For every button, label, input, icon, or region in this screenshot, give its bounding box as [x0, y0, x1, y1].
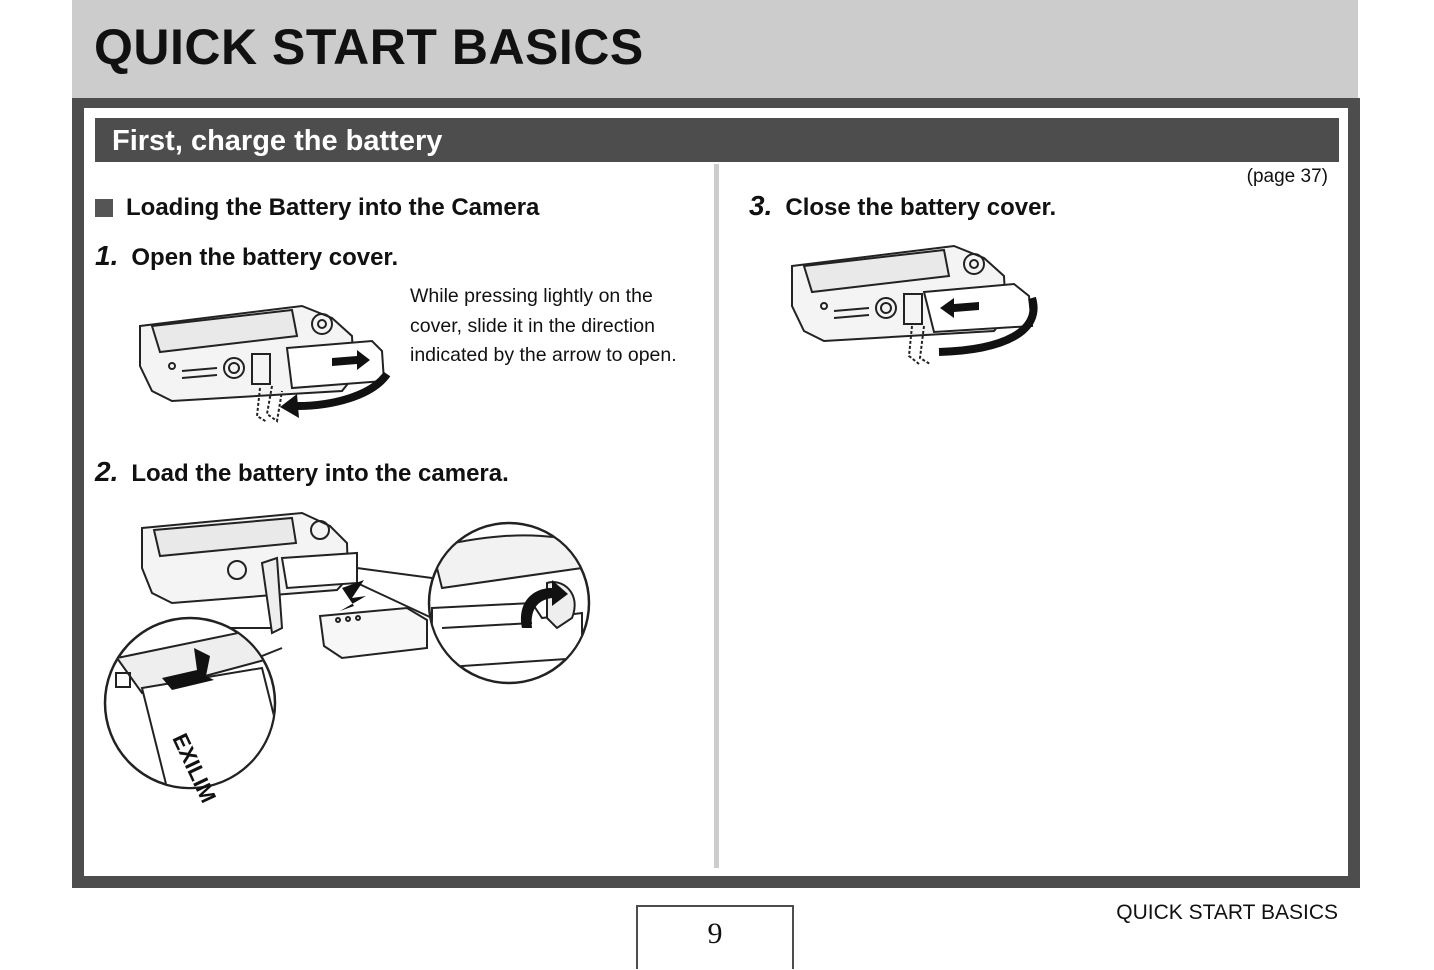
camera-open-cover-illustration — [132, 296, 402, 426]
step-1-number: 1. — [95, 240, 119, 271]
content-area — [84, 108, 1348, 876]
step-3-heading — [749, 190, 1056, 222]
step-2-title: Load the battery into the camera. — [131, 460, 509, 487]
page-title: QUICK START BASICS — [94, 19, 644, 75]
page-number: 9 — [707, 917, 723, 950]
camera-load-battery-illustration — [102, 508, 592, 807]
top-banner — [72, 0, 1358, 98]
page-reference: (page 37) — [1246, 166, 1328, 187]
step-1-heading — [95, 240, 398, 272]
camera-close-cover-illustration — [784, 246, 1054, 376]
section-bar — [95, 118, 1339, 162]
step-1-description: While pressing lightly on the cover, slide it in the direction indicated by the arrow to open. — [410, 285, 677, 366]
column-divider — [714, 164, 719, 868]
footer-section-label: QUICK START BASICS — [1116, 901, 1338, 924]
battery-brand-label: EXILIM — [167, 729, 222, 807]
square-bullet-icon — [95, 199, 113, 217]
page-number-box — [636, 905, 794, 969]
content-frame — [72, 98, 1360, 888]
step-3-number: 3. — [749, 190, 773, 221]
step-3-title: Close the battery cover. — [785, 194, 1057, 221]
step-1-title: Open the battery cover. — [131, 244, 399, 271]
step-2-heading — [95, 456, 509, 488]
step-2-number: 2. — [95, 456, 119, 487]
section-title: First, charge the battery — [112, 125, 443, 157]
subheading-text: Loading the Battery into the Camera — [126, 194, 540, 221]
subheading-loading-battery — [95, 194, 539, 222]
